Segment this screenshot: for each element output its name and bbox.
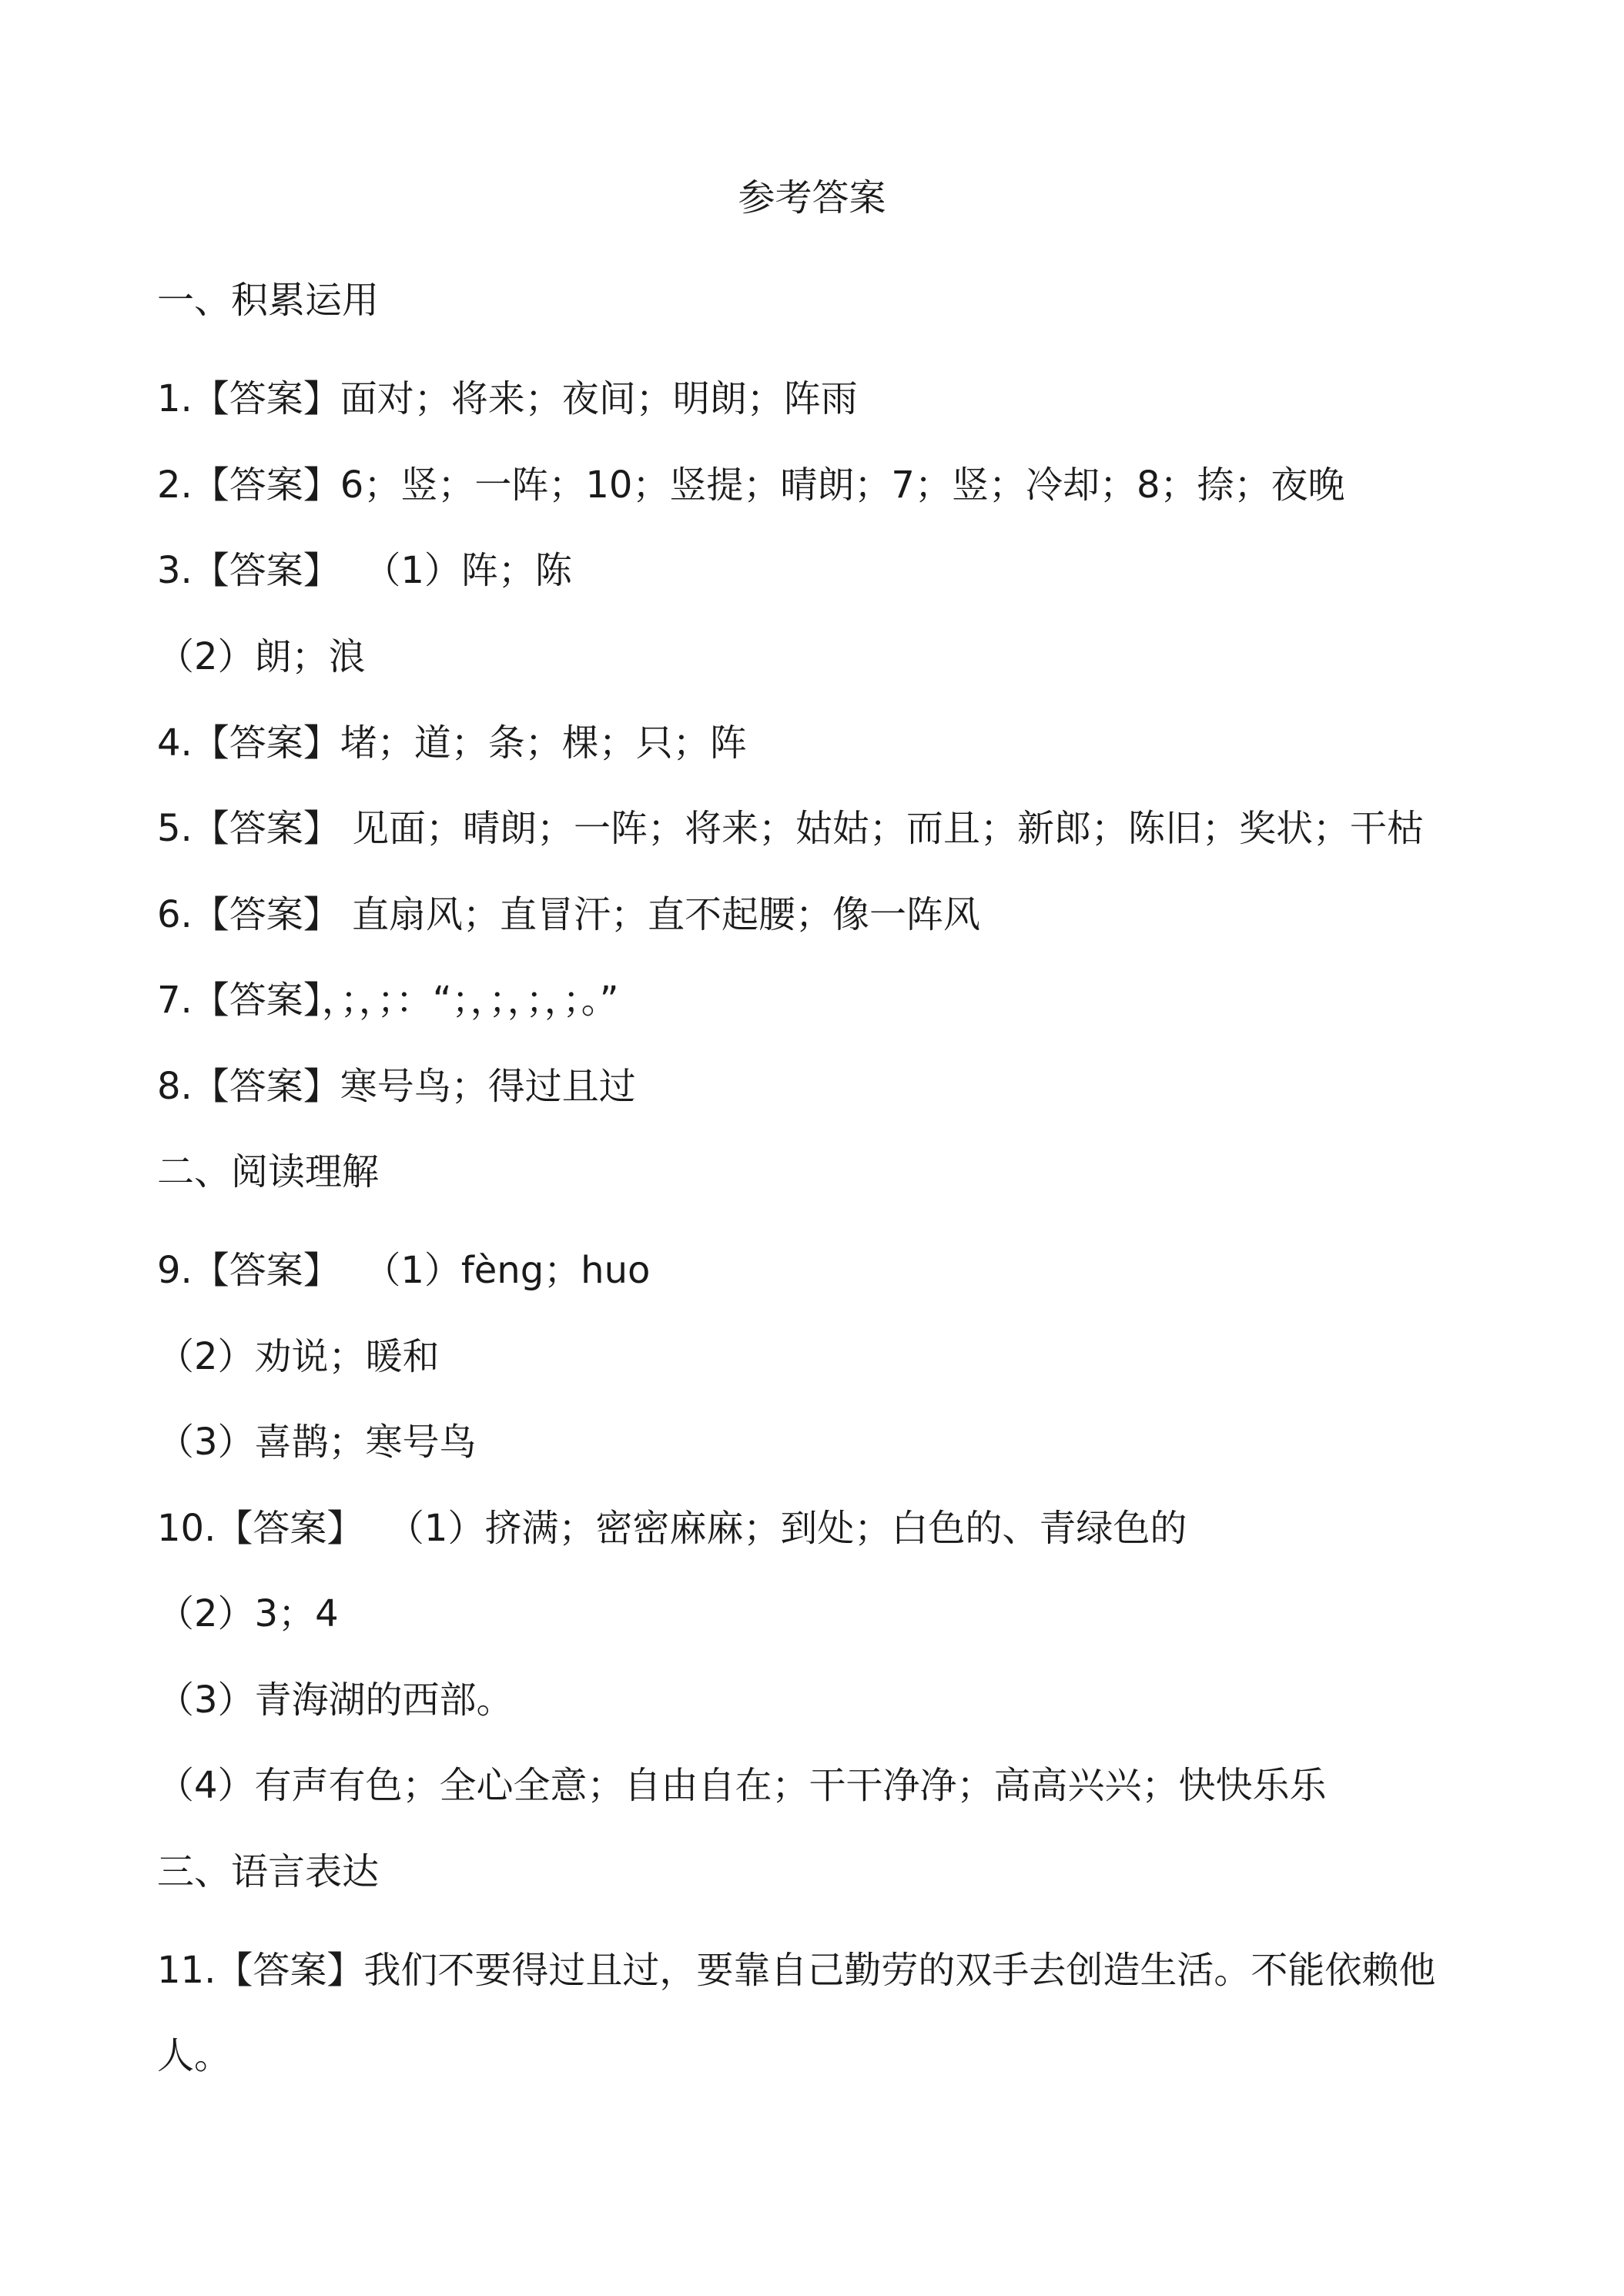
answer-11: 11.【答案】我们不要得过且过，要靠自己勤劳的双手去创造生活。不能依赖他 bbox=[157, 1949, 1436, 1992]
answer-3-part-2: （2）朗；浪 bbox=[157, 635, 366, 678]
answer-2: 2.【答案】6；竖；一阵；10；竖提；晴朗；7；竖；冷却；8；捺；夜晚 bbox=[157, 464, 1345, 507]
answer-10-part-3: （3）青海湖的西部。 bbox=[157, 1678, 514, 1722]
answer-10-part-2: （2）3；4 bbox=[157, 1592, 339, 1635]
answer-4: 4.【答案】堵；道；条；棵；只；阵 bbox=[157, 721, 747, 765]
answer-1: 1.【答案】面对；将来；夜间；明朗；阵雨 bbox=[157, 377, 858, 420]
answer-8: 8.【答案】寒号鸟；得过且过 bbox=[157, 1065, 636, 1108]
answer-10: 10.【答案】 （1）挤满；密密麻麻；到处；白色的、青绿色的 bbox=[157, 1507, 1187, 1550]
page-title: 参考答案 bbox=[738, 176, 886, 219]
answer-7: 7.【答案】，；，；：“；，；，；，；。” bbox=[157, 979, 619, 1022]
answer-5: 5.【答案】 见面；晴朗；一阵；将来；姑姑；而且；新郎；陈旧；奖状；干枯 bbox=[157, 807, 1425, 850]
answer-3: 3.【答案】 （1）阵；陈 bbox=[157, 549, 572, 592]
section-heading-1: 一、积累运用 bbox=[157, 279, 380, 322]
answer-10-part-4: （4）有声有色；全心全意；自由自在；干干净净；高高兴兴；快快乐乐 bbox=[157, 1764, 1327, 1807]
answer-9-part-3: （3）喜鹊；寒号鸟 bbox=[157, 1421, 477, 1464]
answer-6: 6.【答案】 直扇风；直冒汗；直不起腰；像一阵风 bbox=[157, 893, 981, 936]
section-heading-2: 二、阅读理解 bbox=[157, 1150, 380, 1193]
answer-9-part-2: （2）劝说；暖和 bbox=[157, 1335, 440, 1378]
answer-11-continued: 人。 bbox=[157, 2034, 232, 2077]
section-heading-3: 三、语言表达 bbox=[157, 1850, 380, 1893]
answer-9: 9.【答案】 （1）fèng；huo bbox=[157, 1249, 651, 1292]
